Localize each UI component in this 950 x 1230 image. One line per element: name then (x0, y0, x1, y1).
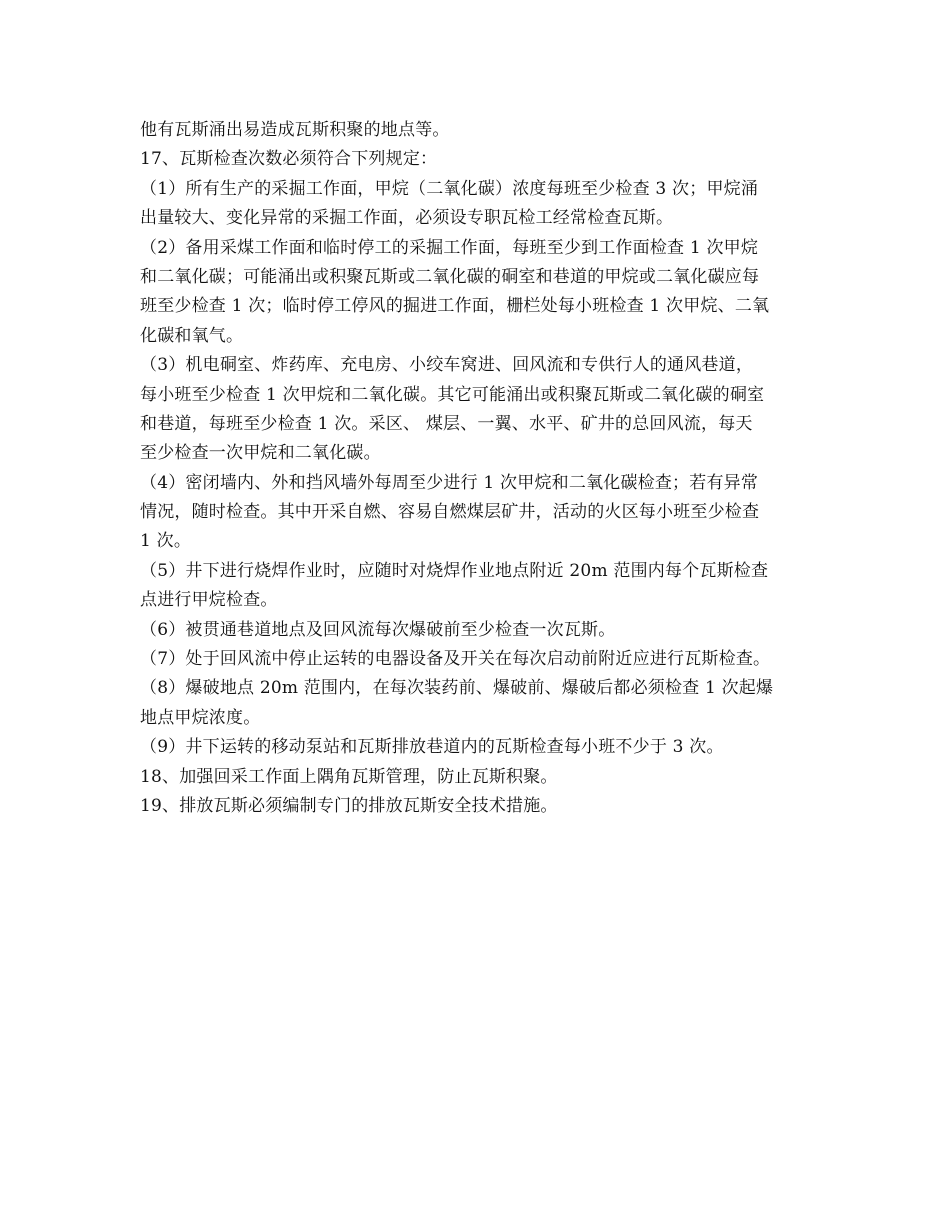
text-line: （8）爆破地点 20m 范围内，在每次装药前、爆破前、爆破后都必须检查 1 次起爆 (140, 678, 774, 699)
text-line: （6）被贯通巷道地点及回风流每次爆破前至少检查一次瓦斯。 (140, 619, 616, 640)
text-line: （5）井下进行烧焊作业时，应随时对烧焊作业地点附近 20m 范围内每个瓦斯检查 (140, 560, 769, 581)
text-line: 地点甲烷浓度。 (140, 707, 261, 728)
text-line: （4）密闭墙内、外和挡风墙外每周至少进行 1 次甲烷和二氧化碳检查；若有异常 (140, 472, 759, 493)
text-line: （1）所有生产的采掘工作面，甲烷（二氧化碳）浓度每班至少检查 3 次；甲烷涌 (140, 178, 759, 199)
text-line: 和巷道，每班至少检查 1 次。采区、 煤层、一翼、水平、矿井的总回风流，每天 (140, 413, 753, 434)
text-line: 化碳和氧气。 (140, 325, 244, 346)
text-line: 他有瓦斯涌出易造成瓦斯积聚的地点等。 (140, 120, 450, 140)
text-line: （9）井下运转的移动泵站和瓦斯排放巷道内的瓦斯检查每小班不少于 3 次。 (140, 737, 724, 758)
text-line: 1 次。 (140, 531, 192, 552)
section-heading-17: 17、瓦斯检查次数必须符合下列规定： (140, 149, 438, 170)
text-line: （3）机电硐室、炸药库、充电房、小绞车窝进、回风流和专供行人的通风巷道， (140, 355, 754, 376)
section-heading-18: 18、加强回采工作面上隅角瓦斯管理，防止瓦斯积聚。 (140, 766, 558, 787)
document-body (140, 116, 820, 821)
text-line: 出量较大、变化异常的采掘工作面，必须设专职瓦检工经常检查瓦斯。 (140, 208, 674, 229)
text-line: 点进行甲烷检查。 (140, 590, 278, 611)
text-line: 班至少检查 1 次；临时停工停风的掘进工作面，栅栏处每小班检查 1 次甲烷、二氧 (140, 296, 770, 317)
text-line: 至少检查一次甲烷和二氧化碳。 (140, 443, 381, 464)
section-heading-19: 19、排放瓦斯必须编制专门的排放瓦斯安全技术措施。 (140, 795, 558, 816)
text-line: 情况，随时检查。其中开采自燃、容易自燃煤层矿井，活动的火区每小班至少检查 (140, 502, 760, 523)
text-line: （2）备用采煤工作面和临时停工的采掘工作面，每班至少到工作面检查 1 次甲烷 (140, 237, 759, 258)
text-line: 每小班至少检查 1 次甲烷和二氧化碳。其它可能涌出或积聚瓦斯或二氧化碳的硐室 (140, 384, 765, 405)
text-line: 和二氧化碳；可能涌出或积聚瓦斯或二氧化碳的硐室和巷道的甲烷或二氧化碳应每 (140, 266, 760, 287)
text-line: （7）处于回风流中停止运转的电器设备及开关在每次启动前附近应进行瓦斯检查。 (140, 649, 771, 670)
